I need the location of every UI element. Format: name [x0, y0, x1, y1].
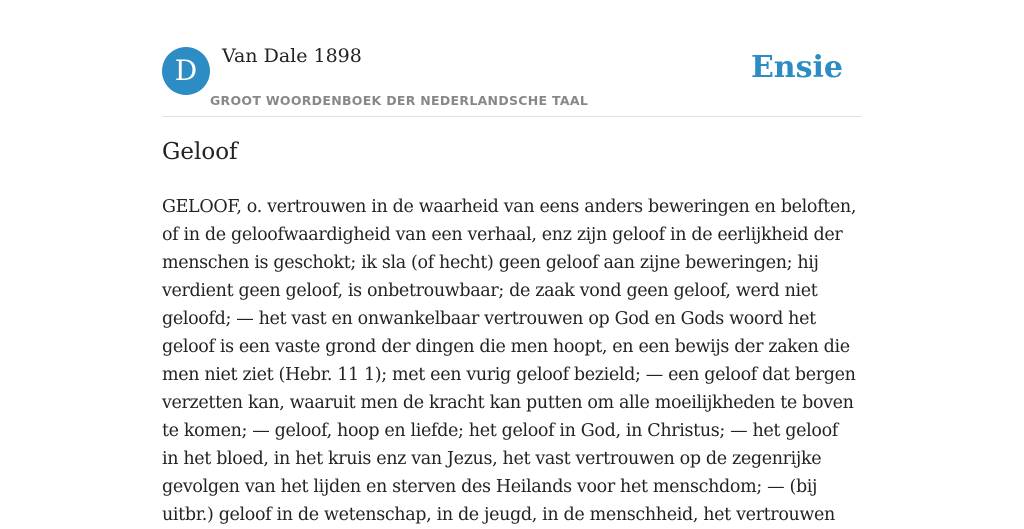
- definition-line: in het bloed, in het kruis enz van Jezus, het vast vertrouwen op de zegenrijke: [162, 449, 822, 469]
- site-header: [162, 0, 862, 117]
- definition-line: verdient geen geloof, is onbetrouwbaar; de zaak vond geen geloof, werd niet: [162, 281, 818, 301]
- definition-line: geloofd; — het vast en onwankelbaar vertrouwen op God en Gods woord het: [162, 309, 816, 329]
- definition-line: te komen; — geloof, hoop en liefde; het geloof in God, in Christus; — het geloof: [162, 421, 838, 441]
- dictionary-logo-icon[interactable]: D: [162, 47, 210, 95]
- definition-line: men niet ziet (Hebr. 11 1); met een vurig geloof bezield; — een geloof dat bergen: [162, 365, 856, 385]
- dictionary-subtitle: GROOT WOORDENBOEK DER NEDERLANDSCHE TAAL: [210, 93, 589, 108]
- definition-line: gevolgen van het lijden en sterven des Heilands voor het menschdom; — (bij: [162, 477, 818, 497]
- entry-title: Geloof: [162, 139, 238, 165]
- definition-line: uitbr.) geloof in de wetenschap, in de jeugd, in de menschheid, het vertrouwen: [162, 505, 835, 525]
- definition-line: of in de geloofwaardigheid van een verhaal, enz zijn geloof in de eerlijkheid der: [162, 225, 843, 245]
- definition-line: geloof is een vaste grond der dingen die men hoopt, en een bewijs der zaken die: [162, 337, 850, 357]
- dictionary-title[interactable]: Van Dale 1898: [222, 45, 362, 67]
- definition-line: menschen is geschokt; ik sla (of hecht) geen geloof aan zijne beweringen; hij: [162, 253, 819, 273]
- definition-line: verzetten kan, waaruit men de kracht kan putten om alle moeilijkheden te boven: [162, 393, 854, 413]
- definition-line: GELOOF, o. vertrouwen in de waarheid van eens anders beweringen en beloften,: [162, 197, 857, 217]
- ensie-brand-logo[interactable]: Ensie: [750, 50, 843, 85]
- entry-definition: [162, 193, 862, 529]
